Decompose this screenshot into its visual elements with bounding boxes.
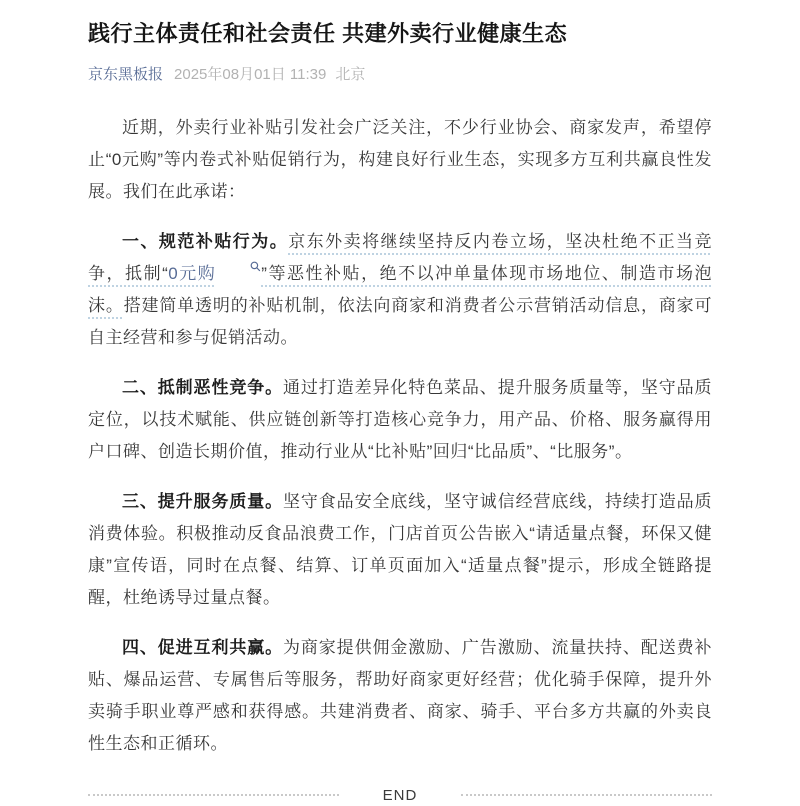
intro-paragraph <box>88 112 712 208</box>
author-link[interactable]: 京东黑板报 <box>88 66 164 83</box>
article-meta <box>88 64 712 85</box>
divider-line-left <box>88 794 339 796</box>
keyword-text: 0元购 <box>168 264 217 283</box>
intro-text: 近期，外卖行业补贴引发社会广泛关注，不少行业协会、商家发声，希望停止“0元购”等内卷式补贴促销行为，构建良好行业生态，实现多方互利共赢良性发展。我们在此承诺： <box>88 118 712 201</box>
section-3-text: 坚守食品安全底线，坚守诚信经营底线，持续打造品质消费体验。积极推动反食品浪费工作，门店首页公告嵌入“请适量点餐，环保又健康”宣传语，同时在点餐、结算、订单页面加入“适量点餐”提示，形成全链路提醒，杜绝诱导过量点餐。 <box>88 492 712 607</box>
section-2-lead: 二、抵制恶性竞争。 <box>122 378 284 397</box>
article-title: 践行主体责任和社会责任 共建外卖行业健康生态 <box>88 21 568 46</box>
section-2-paragraph <box>88 372 712 468</box>
section-3-lead: 三、提升服务质量。 <box>122 492 284 511</box>
article-body <box>88 112 712 760</box>
search-icon <box>216 261 261 272</box>
section-1-rest: 搭建简单透明的补贴机制，依法向商家和消费者公示营销活动信息，商家可自主经营和参与促销活动。 <box>88 296 713 347</box>
publish-date: 2025年08月01日 11:39 <box>174 66 327 83</box>
section-4-text: 为商家提供佣金激励、广告激励、流量扶持、配送费补贴、爆品运营、专属售后等服务，帮助好商家更好经营；优化骑手保障，提升外卖骑手职业尊严感和获得感。共建消费者、商家、骑手、平台多方共赢的外卖良性生态和正循环。 <box>88 638 712 753</box>
section-4-paragraph <box>88 632 712 760</box>
end-divider <box>88 784 712 806</box>
section-2-text: 通过打造差异化特色菜品、提升服务质量等，坚守品质定位，以技术赋能、供应链创新等打造核心竞争力，用产品、价格、服务赢得用户口碑、创造长期价值，推动行业从“比补贴”回归“比品质”、“比服务”。 <box>88 378 712 461</box>
section-3-paragraph <box>88 486 712 614</box>
section-1-paragraph <box>88 226 712 354</box>
section-1-lead: 一、规范补贴行为。 <box>122 232 289 251</box>
divider-line-right <box>461 794 712 796</box>
section-1-dashed-pre: 京东外卖将继续坚持反内卷立场，坚决杜绝不正当竞争，抵制“ <box>88 232 713 283</box>
publish-location: 北京 <box>335 66 366 83</box>
section-1-dashed-post: ”等恶性补贴，绝不以冲单量体现市场地位、制造市场泡沫。 <box>88 264 712 315</box>
keyword-search-link[interactable] <box>168 264 261 283</box>
section-4-lead: 四、促进互利共赢。 <box>122 638 284 657</box>
end-label: END <box>382 786 418 804</box>
